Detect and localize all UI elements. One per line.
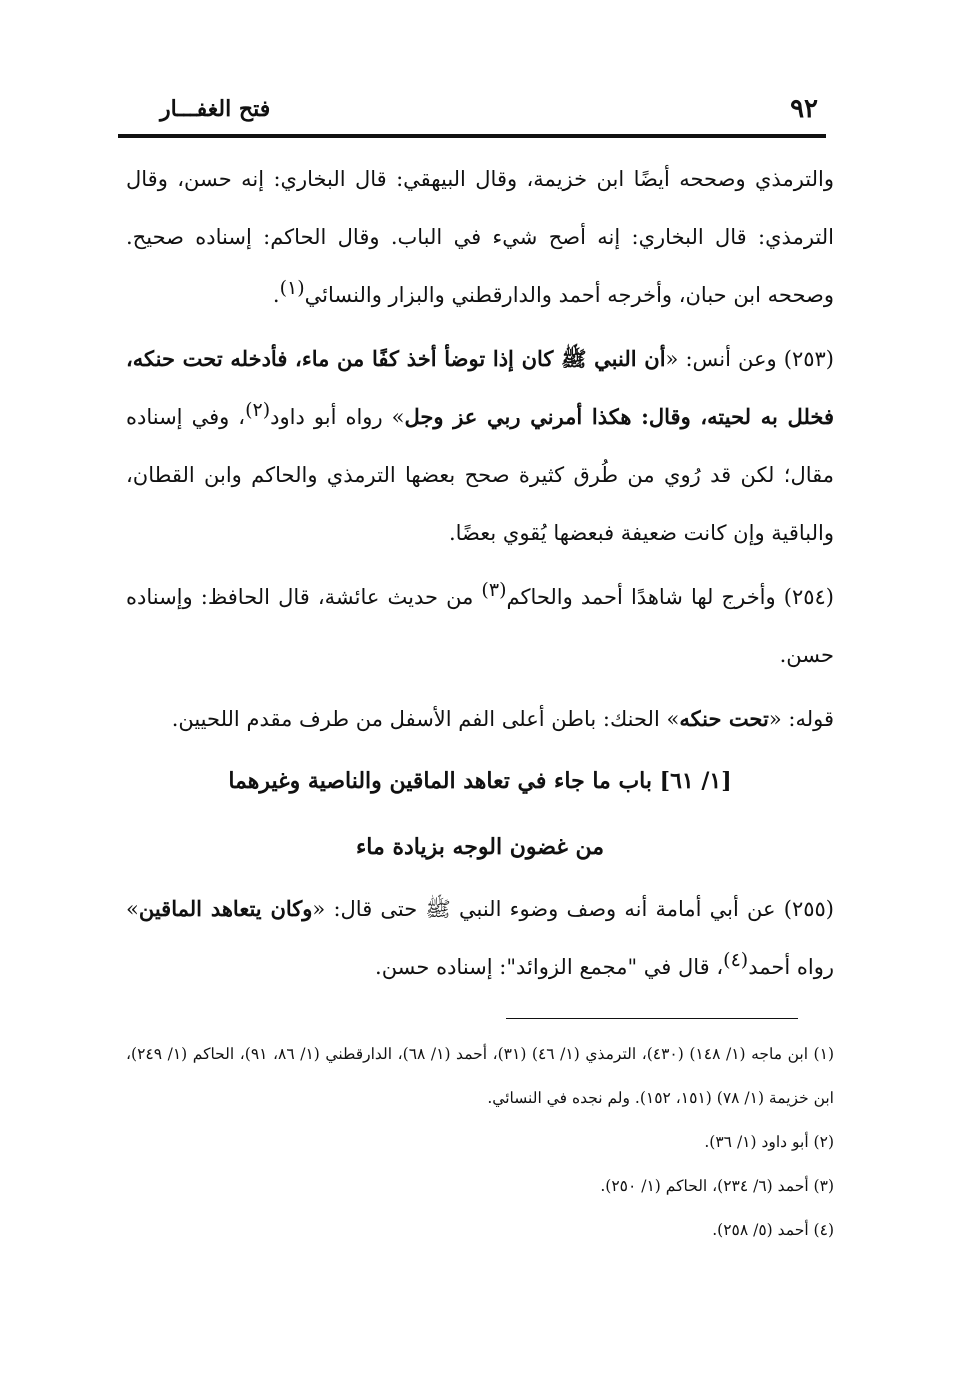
hadith-255-commentary: ، قال في "مجمع الزوائد": إسناده حسن. [375,955,724,979]
footnote-4: (٤) أحمد (٥/ ٢٥٨). [712,1221,834,1239]
footnote-3: (٣) أحمد (٦/ ٢٣٤)، الحاكم (١/ ٢٥٠). [600,1177,834,1195]
paragraph-explanation [126,690,834,748]
footnote-2: (٢) أبو داود (١/ ٣٦). [704,1133,834,1151]
hadith-255-text: وكان يتعاهد الماقين [138,896,313,921]
hadith-254-intro: (٢٥٤) وأخرج لها شاهدًا أحمد والحاكم [506,585,834,609]
footnote-marker-1[interactable]: (١) [279,277,305,299]
page-number: ٩٢ [790,94,818,124]
explanation-intro: قوله: « [768,707,834,731]
footnote-marker-3[interactable]: (٣) [481,579,507,601]
paragraph-1-text: والترمذي وصححه أيضًا ابن خزيمة، وقال البيهقي: قال البخاري: إنه حسن، وقال الترمذي: قال البخاري: إنه أصح شيء في الباب. وقال الحاكم: إسناده صحيح. وصححه ابن حبان، وأخرجه أحمد والدارقطني والبزار والنسائي [126,167,834,307]
paragraph-hadith-255 [126,880,834,996]
footnote-marker-2[interactable]: (٢) [245,399,271,421]
chapter-heading-line-1: [١/ ٦١] باب ما جاء في تعاهد الماقين والناصية وغيرهما [228,768,732,794]
hadith-255-intro: (٢٥٥) عن أبي أمامة أنه وصف وضوء النبي ﷺ حتى قال: « [312,897,834,921]
hadith-255-source: » رواه أحمد [126,897,834,979]
hadith-253-text: أن النبي ﷺ كان إذا توضأ أخذ كفًا من ماء، فأدخله تحت حنكه، فخلل به لحيته، وقال: هكذا أمرني ربي عز وجل [126,346,834,429]
footnotes [126,1032,834,1252]
hadith-253-source: » رواه أبو داود [270,405,405,429]
explanation-term: تحت حنكه [679,706,769,731]
paragraph-1-end: . [272,283,280,307]
running-title: فتح الغفـــار [160,96,271,122]
explanation-text: » الحنك: باطن أعلى الفم الأسفل من طرف مقدم اللحيين. [171,707,680,731]
hadith-253-commentary: ، وفي إسناده مقال؛ لكن قد رُوي من طُرق كثيرة صحح بعضها الترمذي والحاكم وابن القطان، والباقية وإن كانت ضعيفة فبعضها يُقوي بعضًا. [126,405,834,545]
paragraph-hadith-254 [126,568,834,684]
paragraph-1 [126,150,834,324]
header-rule [118,134,826,138]
hadith-254-text: من حديث عائشة، قال الحافظ: وإسناده حسن. [126,585,834,667]
footnote-1: (١) ابن ماجه (١/ ١٤٨) (٤٣٠)، الترمذي (١/ ٤٦) (٣١)، أحمد (١/ ٦٨)، الدارقطني (١/ ٨٦، ٩١)، الحاكم (١/ ٢٤٩)، ابن خزيمة (١/ ٧٨) (١٥١، ١٥٢). ولم نجده في النسائي. [126,1045,834,1107]
footnote-marker-4[interactable]: (٤) [723,949,749,971]
chapter-heading-line-2: من غضون الوجه بزيادة ماء [355,834,605,860]
hadith-253-intro: (٢٥٣) وعن أنس: « [665,347,834,371]
page-header [118,92,826,130]
footnote-separator [506,1018,798,1019]
main-text [126,150,834,996]
paragraph-hadith-253 [126,330,834,562]
